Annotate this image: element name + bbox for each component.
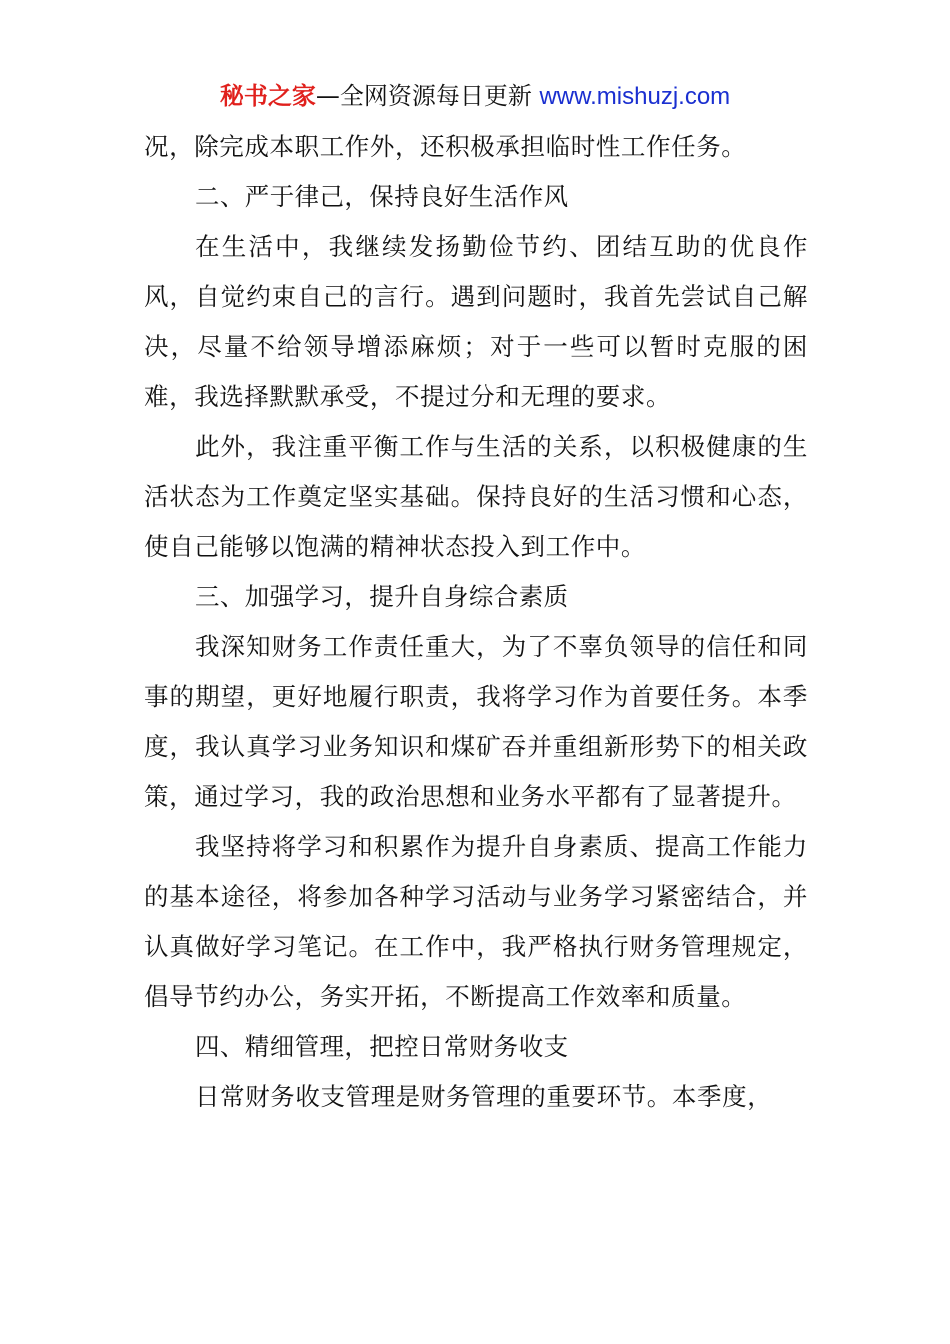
- page-header: [0, 78, 950, 115]
- paragraph: 在生活中，我继续发扬勤俭节约、团结互助的优良作风，自觉约束自己的言行。遇到问题时，我首先尝试自己解决，尽量不给领导增添麻烦；对于一些可以暂时克服的困难，我选择默默承受，不提过分和无理的要求。: [144, 232, 808, 411]
- paragraph: 日常财务收支管理是财务管理的重要环节。本季度，: [195, 1082, 773, 1111]
- section-heading-3: 三、加强学习，提升自身综合素质: [195, 582, 569, 611]
- header-tagline: —全网资源每日更新: [315, 82, 532, 110]
- section-heading-2: 二、严于律己，保持良好生活作风: [195, 182, 569, 211]
- paragraph-continuation: 况，除完成本职工作外，还积极承担临时性工作任务。: [144, 132, 747, 161]
- header-site-link[interactable]: www.mishuzj.com: [539, 83, 731, 110]
- paragraph: 此外，我注重平衡工作与生活的关系，以积极健康的生活状态为工作奠定坚实基础。保持良好的生活习惯和心态，使自己能够以饱满的精神状态投入到工作中。: [144, 432, 808, 561]
- section-heading-4: 四、精细管理，把控日常财务收支: [195, 1032, 569, 1061]
- document-body: [144, 122, 808, 1122]
- paragraph: 我深知财务工作责任重大，为了不辜负领导的信任和同事的期望，更好地履行职责，我将学习作为首要任务。本季度，我认真学习业务知识和煤矿吞并重组新形势下的相关政策，通过学习，我的政治思想和业务水平都有了显著提升。: [144, 632, 808, 811]
- header-brand: 秘书之家: [219, 82, 316, 110]
- paragraph: 我坚持将学习和积累作为提升自身素质、提高工作能力的基本途径，将参加各种学习活动与业务学习紧密结合，并认真做好学习笔记。在工作中，我严格执行财务管理规定，倡导节约办公，务实开拓，不断提高工作效率和质量。: [144, 832, 808, 1011]
